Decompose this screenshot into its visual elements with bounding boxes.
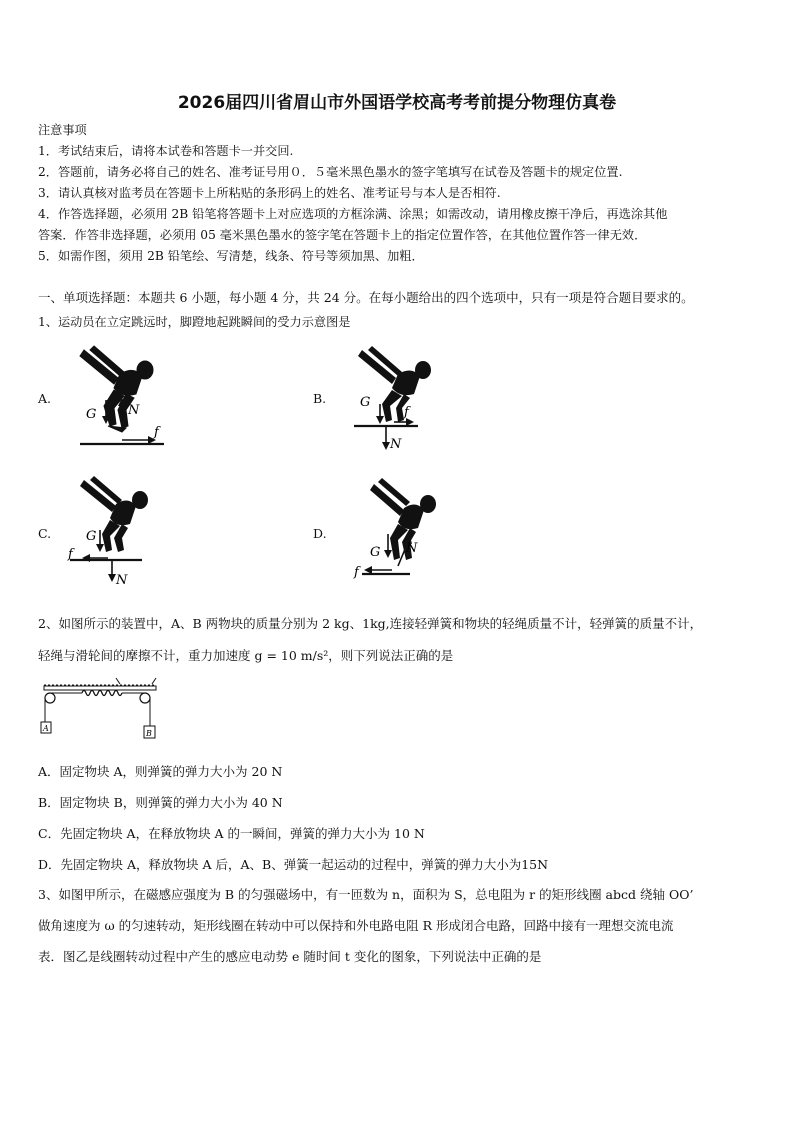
option-c-label[interactable]: C. <box>38 526 52 541</box>
question-3-stem: 3、如图甲所示，在磁感应强度为 B 的匀强磁场中，有一匝数为 n，面积为 S，总电阻为 r 的矩形线圈 abcd 绕轴 OO’ <box>38 887 694 902</box>
gravity-label: G <box>86 407 97 422</box>
friction-label: f <box>404 405 409 420</box>
option-b-label[interactable]: B. <box>313 391 327 406</box>
jumper-figure-c <box>62 470 162 585</box>
question-2-stem: 轻绳与滑轮间的摩擦不计，重力加速度 g = 10 m/s²，则下列说法正确的是 <box>38 648 454 663</box>
question-3-stem: 做角速度为 ω 的匀速转动，矩形线圈在转动中可以保持和外电路电阻 R 形成闭合电路，回路中接有一理想交流电流 <box>38 918 674 933</box>
option-a-label[interactable]: A. <box>38 391 52 406</box>
normal-force-label: N <box>116 573 128 585</box>
notice-item: 5．如需作图，须用 2B 铅笔绘、写清楚，线条、符号等须加黑、加粗． <box>38 249 424 263</box>
notice-item: 1．考试结束后，请将本试卷和答题卡一并交回. <box>38 144 294 158</box>
gravity-label: G <box>370 545 381 560</box>
block-a-label: A <box>43 724 49 733</box>
option-b[interactable]: B．固定物块 B，则弹簧的弹力大小为 40 N <box>38 795 283 810</box>
normal-force-label: N <box>128 403 140 418</box>
gravity-label: G <box>360 395 371 410</box>
question-2-stem: 2、如图所示的装置中，A、B 两物块的质量分别为 2 kg、1kg,连接轻弹簧和物块的轻绳质量不计，轻弹簧的质量不计， <box>38 616 703 631</box>
option-c[interactable]: C．先固定物块 A，在释放物块 A 的一瞬间，弹簧的弹力大小为 10 N <box>38 826 425 841</box>
notice-item: 3．请认真核对监考员在答题卡上所粘贴的条形码上的姓名、准考证号与本人是否相符. <box>38 186 501 200</box>
notice-item: 2．答题前，请务必将自己的姓名、准考证号用０．５毫米黑色墨水的签字笔填写在试卷及答题卡的规定位置. <box>38 165 623 179</box>
question-1-stem: 1、运动员在立定跳远时，脚蹬地起跳瞬间的受力示意图是 <box>38 315 351 329</box>
normal-force-label: N <box>390 437 402 452</box>
section-heading: 一、单项选择题：本题共 6 小题，每小题 4 分，共 24 分。在每小题给出的四个选项中，只有一项是符合题目要求的。 <box>38 290 694 305</box>
notice-heading: 注意事项 <box>38 123 87 137</box>
gravity-label: G <box>86 529 97 544</box>
friction-label: f <box>354 565 359 580</box>
page-title: 2026届四川省眉山市外国语学校高考考前提分物理仿真卷 <box>177 93 617 113</box>
friction-label: f <box>154 425 159 440</box>
spring-pulley-figure <box>38 676 163 741</box>
jumper-figure-a <box>70 340 170 455</box>
option-d-label[interactable]: D. <box>313 526 327 541</box>
block-b-label: B <box>146 729 152 738</box>
notice-item: 答案．作答非选择题，必须用 05 毫米黑色墨水的签字笔在答题卡上的指定位置作答，在其他位置作答一律无效． <box>38 228 647 242</box>
jumper-figure-b <box>348 340 448 455</box>
friction-label: f <box>68 547 73 562</box>
normal-force-label: N <box>406 541 418 556</box>
question-3-stem: 表．图乙是线圈转动过程中产生的感应电动势 e 随时间 t 变化的图象，下列说法中正确的是 <box>38 949 542 964</box>
option-d[interactable]: D．先固定物块 A，释放物块 A 后，A、B、弹簧一起运动的过程中，弹簧的弹力大小为15N <box>38 857 549 872</box>
notice-item: 4．作答选择题，必须用 2B 铅笔将答题卡上对应选项的方框涂满、涂黑；如需改动，请用橡皮擦干净后，再选涂其他 <box>38 207 668 221</box>
option-a[interactable]: A．固定物块 A，则弹簧的弹力大小为 20 N <box>38 764 283 779</box>
jumper-figure-d <box>348 470 448 585</box>
